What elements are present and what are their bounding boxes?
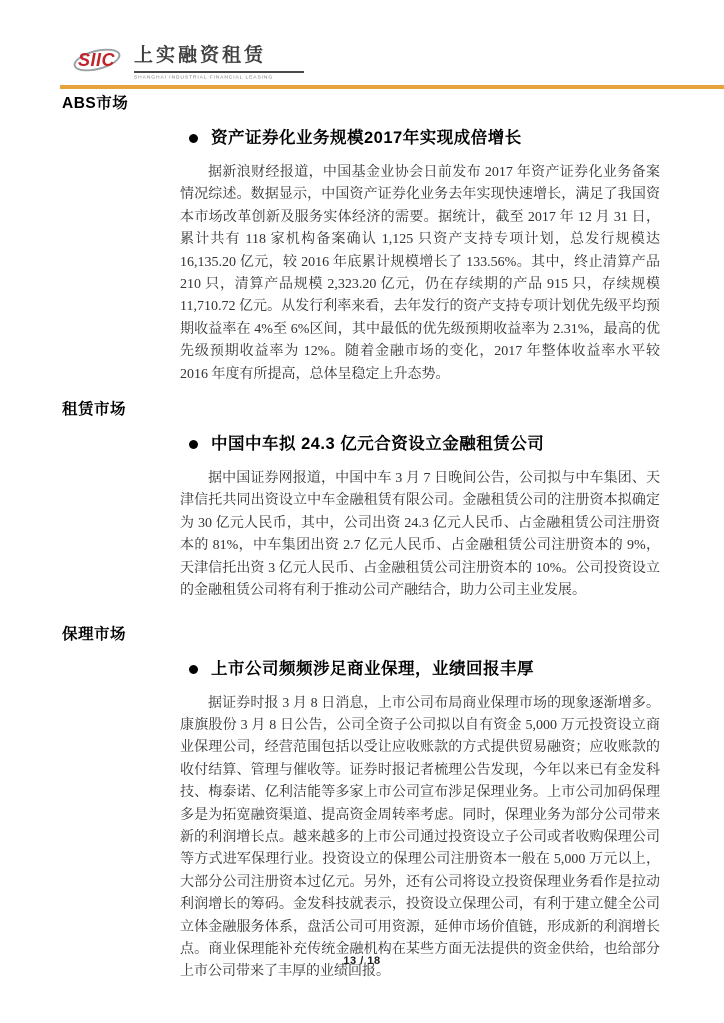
article-factoring: [180, 658, 660, 984]
newsletter-content: [62, 94, 660, 984]
bullet-icon: [189, 665, 198, 674]
article-headline-text: 上市公司频频涉足商业保理，业绩回报丰厚: [211, 659, 534, 678]
bullet-icon: [189, 134, 198, 143]
siic-logo-mark: [72, 44, 124, 78]
section-title-factoring: 保理市场: [62, 625, 127, 643]
article-headline-text: 资产证券化业务规模2017年实现成倍增长: [211, 129, 522, 147]
article-headline: [189, 127, 660, 150]
article-headline: [189, 433, 660, 456]
article-headline: [189, 658, 660, 681]
header-rule: [60, 85, 724, 89]
siic-logo-text: SIIC: [78, 50, 116, 70]
section-abs-market: [62, 94, 660, 386]
article-leasing: [180, 433, 660, 602]
article-body: 据新浪财经报道，中国基金业协会日前发布 2017 年资产证券化业务备案情况综述。数据显示，中国资产证券化业务去年实现快速增长，满足了我国资本市场改革创新及服务实体经济的需要。据统计，截至 2017 年 12 月 31 日，累计共有 118 家机构备案确认 1,125 只资产支持专项计划，总发行规模达 16,135.20 亿元，较 2016 年底累计规模增长了 133.56%。其中，终止清算产品 210 只，清算产品规模 2,323.20 亿元，仍在存续期的产品 915 只，存续规模 11,710.72 亿元。从发行利率来看，去年发行的资产支持专项计划优先级平均预期收益率在 4%至 6%区间，其中最低的优先级预期收益率为 2.31%，最高的优先级预期收益率为 12%。随着金融市场的变化，2017 年整体收益率水平较 2016 年度有所提高，总体呈稳定上升态势。: [180, 165, 660, 382]
section-title-abs: ABS市场: [62, 95, 129, 112]
logo-names: [134, 40, 304, 81]
article-body: 据中国证券网报道，中国中车 3 月 7 日晚间公告，公司拟与中车集团、天津信托共同出资设立中车金融租赁有限公司。金融租赁公司的注册资本拟确定为 30 亿元人民币，其中，公司出资 24.3 亿元人民币、占金融租赁公司注册资本的 81%，中车集团出资 2.7 亿元人民币、占金融租赁公司注册资本的 9%，天津信托出资 3 亿元人民币、占金融租赁公司注册资本的 10%。公司投资设立的金融租赁公司将有利于推动公司产融结合，助力公司主业发展。: [180, 471, 660, 599]
article-headline-text: 中国中车拟 24.3 亿元合资设立金融租赁公司: [211, 435, 545, 454]
section-leasing-market: [62, 400, 660, 602]
company-name-cn: 上实融资租赁: [134, 40, 304, 73]
article-abs: [180, 127, 660, 386]
page-number: 13 / 18: [343, 955, 381, 967]
company-logo: [72, 40, 304, 81]
section-title-leasing: 租赁市场: [62, 401, 127, 419]
section-factoring-market: [62, 625, 660, 984]
article-body: 据证券时报 3 月 8 日消息，上市公司布局商业保理市场的现象逐渐增多。康旗股份 3 月 8 日公告，公司全资子公司拟以自有资金 5,000 万元投资设立商业保理公司，经营范围包括以受让应收账款的方式提供贸易融资；应收账款的收付结算、管理与催收等。证券时报记者梳理公告发现，今年以来已有金发科技、梅泰诺、亿利洁能等多家上市公司宣布涉足保理业务。上市公司加码保理多是为拓宽融资渠道、提高资金周转率考虑。同时，保理业务为部分公司带来新的利润增长点。越来越多的上市公司通过投资设立子公司或者收购保理公司等方式进军保理行业。投资设立的保理公司注册资本一般在 5,000 万元以上，大部分公司注册资本过亿元。另外，还有公司将设立投资保理业务看作是拉动利润增长的筹码。金发科技就表示，投资设立保理公司，有利于建立健全公司立体金融服务体系，盘活公司可用资源，延伸市场价值链，形成新的利润增长点。商业保理能补充传统金融机构在某些方面无法提供的资金供给，也给部分上市公司带来了丰厚的业绩回报。: [180, 695, 660, 980]
bullet-icon: [189, 440, 198, 449]
company-name-en: SHANGHAI INDUSTRIAL FINANCIAL LEASING: [134, 75, 274, 80]
